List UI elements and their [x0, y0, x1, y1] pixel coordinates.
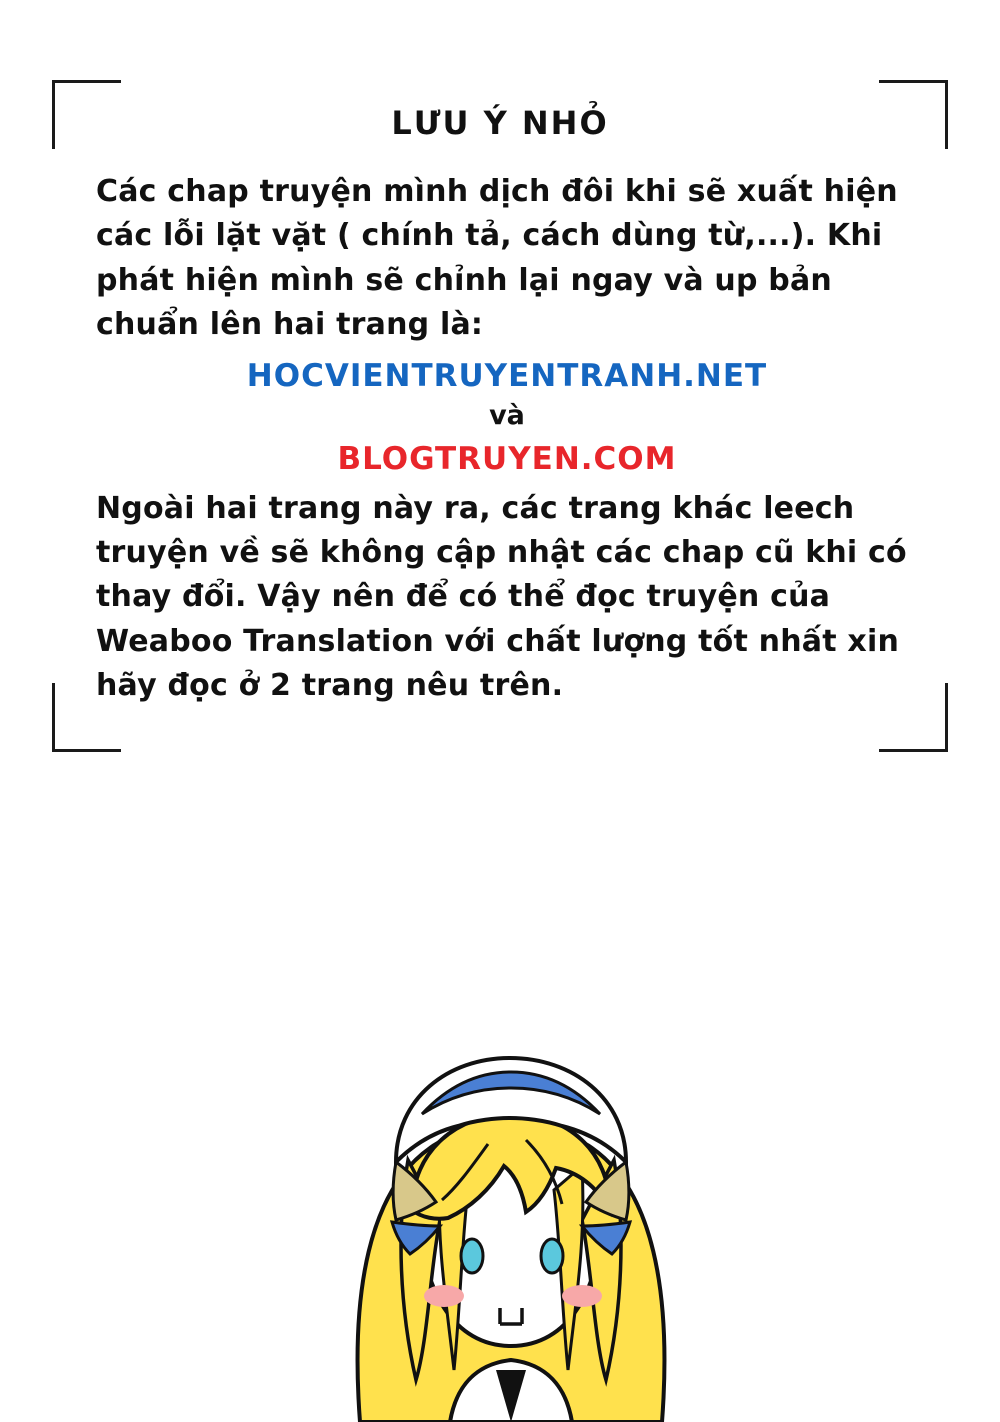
primary-site-link[interactable]: HOCVIENTRUYENTRANH.NET: [246, 357, 768, 394]
notice-paragraph-2: Ngoài hai trang này ra, các trang khác leech truyện về sẽ không cập nhật các chap cũ khi có thay đổi. Vậy nên để có thể đọc truyện của Weaboo Translation với chất lượng tốt nhất xin hãy đọc ở 2 trang nêu trên.: [96, 490, 907, 704]
notice-title: LƯU Ý NHỎ: [391, 104, 609, 142]
character-illustration: [300, 1040, 720, 1422]
notice-body: [96, 170, 918, 709]
secondary-site-link[interactable]: BLOGTRUYEN.COM: [337, 440, 677, 477]
conjunction-text: và: [489, 399, 525, 431]
notice-paragraph-1: Các chap truyện mình dịch đôi khi sẽ xuất hiện các lỗi lặt vặt ( chính tả, cách dùng từ,...). Khi phát hiện mình sẽ chỉnh lại ngay và up bản chuẩn lên hai trang là:: [96, 174, 898, 343]
notice-panel: [52, 80, 948, 752]
